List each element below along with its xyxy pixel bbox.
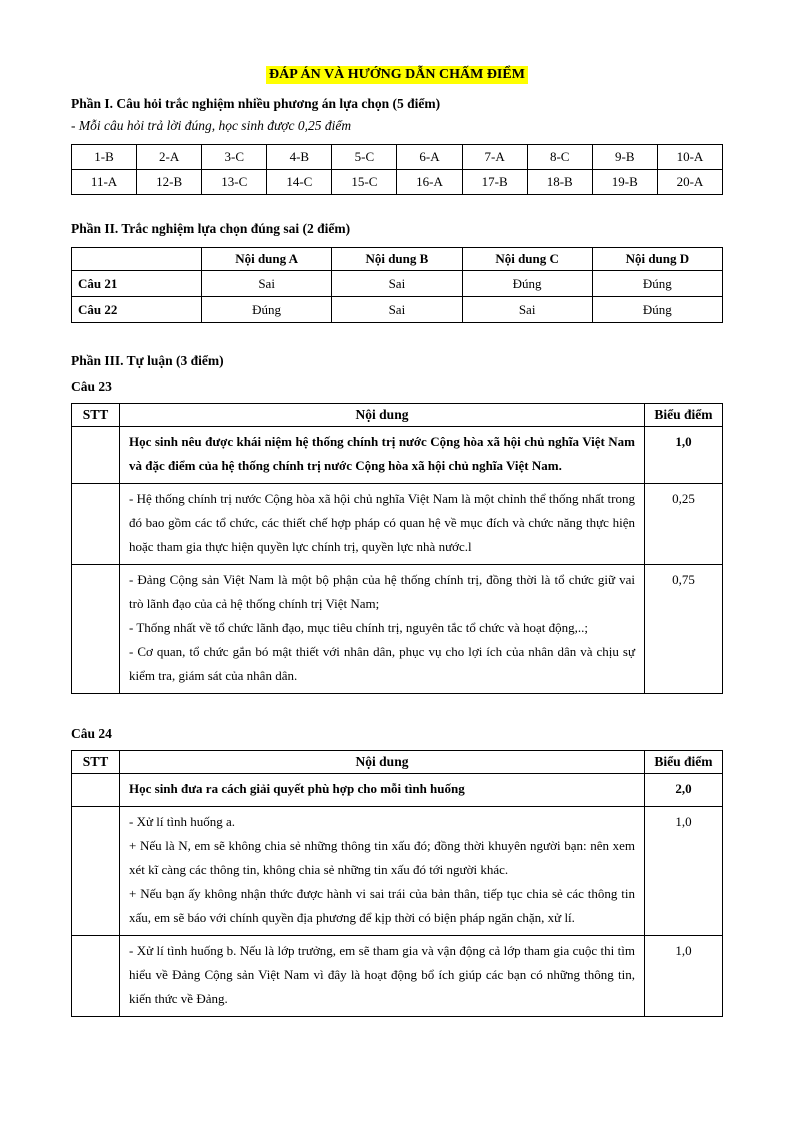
tf-value-cell: Đúng: [202, 297, 332, 323]
content-header: Nội dung: [120, 751, 645, 774]
content-paragraph: - Xử lí tình huống b. Nếu là lớp trưởng, em sẽ tham gia và vận động cả lớp tham gia cuộc thi tìm hiểu về Đảng Cộng sản Việt Nam vì đây là hoạt động bổ ích giúp các bạn có những thông tin, kiến thức về Đảng.: [129, 943, 635, 1006]
q24-label: Câu 24: [71, 726, 112, 741]
stt-cell: [72, 427, 120, 484]
content-paragraph: - Thống nhất về tổ chức lãnh đạo, mục tiêu chính trị, nguyên tắc tổ chức và hoạt động,..;: [129, 620, 588, 635]
content-paragraph: - Hệ thống chính trị nước Cộng hòa xã hội chủ nghĩa Việt Nam là một chỉnh thể thống nhất trong đó bao gồm các tổ chức, các thiết chế hợp pháp có quan hệ về mục đích và chức năng thực hiện hoặc tham gia thực hiện quyền lực chính trị, quyền lực nhà nước.l: [129, 491, 635, 554]
content-paragraph: - Xử lí tình huống a.: [129, 814, 235, 829]
essay-row: [72, 565, 723, 694]
answer-cell: 20-A: [657, 170, 722, 195]
answer-cell: 13-C: [202, 170, 267, 195]
answer-row-1: [72, 145, 723, 170]
answer-cell: 12-B: [137, 170, 202, 195]
spacer: [71, 694, 723, 716]
tf-value-cell: Sai: [332, 271, 462, 297]
tf-header-cell: Nội dung D: [592, 248, 722, 271]
page-title: ĐÁP ÁN VÀ HƯỚNG DẪN CHẤM ĐIỂM: [266, 66, 528, 84]
stt-cell: [72, 807, 120, 936]
tf-row: [72, 271, 723, 297]
tf-value-cell: Đúng: [592, 271, 722, 297]
content-paragraph: - Cơ quan, tổ chức gắn bó mật thiết với nhân dân, phục vụ cho lợi ích của nhân dân và chịu sự kiểm tra, giám sát của nhân dân.: [129, 644, 635, 683]
answer-row-2: [72, 170, 723, 195]
content-paragraph: Học sinh đưa ra cách giải quyết phù hợp cho mỗi tình huống: [129, 781, 465, 796]
stt-cell: [72, 774, 120, 807]
answer-cell: 8-C: [527, 145, 592, 170]
tf-row-label: Câu 21: [72, 271, 202, 297]
q24-table: [71, 750, 723, 1017]
points-header: Biểu điểm: [645, 751, 723, 774]
essay-header-row: [72, 404, 723, 427]
part3-heading: Phần III. Tự luận (3 điểm): [71, 353, 224, 368]
content-cell: [120, 807, 645, 936]
answer-cell: 2-A: [137, 145, 202, 170]
answer-cell: 11-A: [72, 170, 137, 195]
stt-header: STT: [72, 751, 120, 774]
stt-cell: [72, 565, 120, 694]
stt-cell: [72, 936, 120, 1017]
points-cell: 1,0: [645, 427, 723, 484]
answer-cell: 19-B: [592, 170, 657, 195]
q23-label: Câu 23: [71, 379, 112, 394]
points-header: Biểu điểm: [645, 404, 723, 427]
essay-row: [72, 484, 723, 565]
content-cell: [120, 774, 645, 807]
answer-cell: 6-A: [397, 145, 462, 170]
answer-cell: 18-B: [527, 170, 592, 195]
tf-value-cell: Sai: [332, 297, 462, 323]
tf-value-cell: Sai: [202, 271, 332, 297]
tf-header-cell: Nội dung C: [462, 248, 592, 271]
stt-cell: [72, 484, 120, 565]
answer-cell: 4-B: [267, 145, 332, 170]
essay-row: [72, 774, 723, 807]
points-cell: 1,0: [645, 936, 723, 1017]
part1-heading: Phần I. Câu hỏi trắc nghiệm nhiều phương án lựa chọn (5 điểm): [71, 96, 441, 111]
answer-cell: 7-A: [462, 145, 527, 170]
part2-heading: Phần II. Trắc nghiệm lựa chọn đúng sai (2 điểm): [71, 221, 351, 236]
content-cell: [120, 565, 645, 694]
points-cell: 1,0: [645, 807, 723, 936]
part2-section: [71, 221, 723, 323]
tf-value-cell: Đúng: [592, 297, 722, 323]
essay-row: [72, 807, 723, 936]
essay-row: [72, 936, 723, 1017]
tf-value-cell: Đúng: [462, 271, 592, 297]
answer-cell: 10-A: [657, 145, 722, 170]
tf-header-cell: Nội dung A: [202, 248, 332, 271]
answer-cell: 3-C: [202, 145, 267, 170]
answer-cell: 9-B: [592, 145, 657, 170]
answer-cell: 17-B: [462, 170, 527, 195]
content-paragraph: Học sinh nêu được khái niệm hệ thống chính trị nước Cộng hòa xã hội chủ nghĩa Việt Nam và đặc điểm của hệ thống chính trị nước Cộng hòa xã hội chủ nghĩa Việt Nam.: [129, 434, 635, 473]
answer-cell: 1-B: [72, 145, 137, 170]
answer-cell: 5-C: [332, 145, 397, 170]
essay-row: [72, 427, 723, 484]
points-cell: 0,75: [645, 565, 723, 694]
points-cell: 0,25: [645, 484, 723, 565]
tf-row: [72, 297, 723, 323]
content-cell: [120, 936, 645, 1017]
part1-note: - Mỗi câu hỏi trả lời đúng, học sinh được 0,25 điểm: [71, 118, 352, 133]
answer-cell: 14-C: [267, 170, 332, 195]
answer-cell: 16-A: [397, 170, 462, 195]
tf-header-cell: Nội dung B: [332, 248, 462, 271]
tf-row-label: Câu 22: [72, 297, 202, 323]
answer-cell: 15-C: [332, 170, 397, 195]
tf-header-row: [72, 248, 723, 271]
content-header: Nội dung: [120, 404, 645, 427]
part1-answer-table: [71, 144, 723, 195]
content-paragraph: + Nếu là N, em sẽ không chia sẻ những thông tin xấu đó; đồng thời khuyên người bạn: nên xem xét kĩ càng các thông tin, không chia sẻ những tin xấu đó tới người khác.: [129, 838, 635, 877]
essay-header-row: [72, 751, 723, 774]
content-paragraph: - Đảng Cộng sản Việt Nam là một bộ phận của hệ thống chính trị, đồng thời là tổ chức giữ vai trò lãnh đạo của cả hệ thống chính trị Việt Nam;: [129, 572, 635, 611]
tf-header-empty: [72, 248, 202, 271]
content-paragraph: + Nếu bạn ấy không nhận thức được hành vi sai trái của bản thân, tiếp tục chia sẻ các thông tin xấu, em sẽ báo với chính quyền địa phương để kịp thời có biện pháp ngăn chặn, xử lí.: [129, 886, 635, 925]
content-cell: [120, 484, 645, 565]
part2-true-false-table: [71, 247, 723, 323]
content-cell: [120, 427, 645, 484]
stt-header: STT: [72, 404, 120, 427]
q23-table: [71, 403, 723, 694]
points-cell: 2,0: [645, 774, 723, 807]
tf-value-cell: Sai: [462, 297, 592, 323]
title-row: [71, 66, 723, 84]
